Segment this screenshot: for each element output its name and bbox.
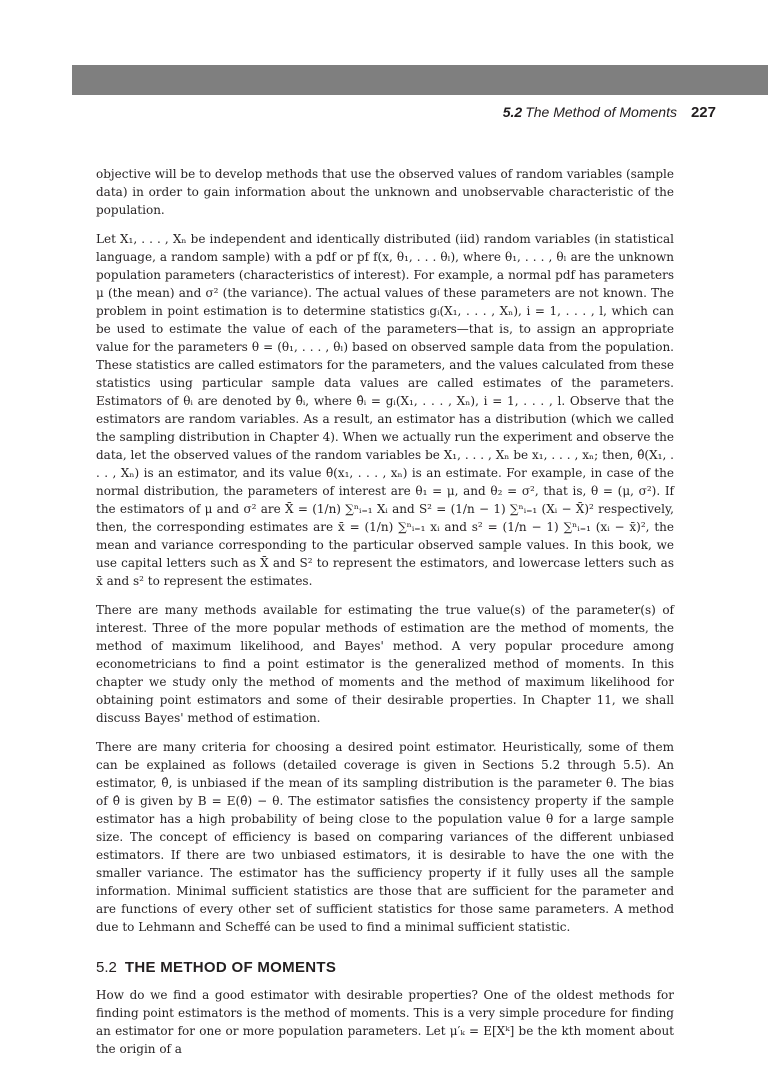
paragraph-estimator-criteria: There are many criteria for choosing a desired point estimator. Heuristically, some of them can be explained as follows (detailed coverage is given in Sections 5.2 through 5.5). An estimator, θ̂, is unbiased if the mean of its sampling distribution is the parameter θ. The bias of θ̂ is given by B = E(θ̂) − θ. The estimator satisfies the consistency property if the sample estimator has a high probability of being close to the population value θ for a large sample size. The concept of efficiency is based on comparing variances of the different unbiased estimators. If there are two unbiased estimators, it is desirable to have the one with the smaller variance. The estimator has the sufficiency property if it fully uses all the sample information. Minimal sufficient statistics are those that are sufficient for the parameter and are functions of every other set of sufficient statistics for those same parameters. A method due to Lehmann and Scheffé can be used to find a minimal sufficient statistic. [96,740,674,934]
section-heading-title: THE METHOD OF MOMENTS [124,959,337,976]
paragraph-estimation-methods: There are many methods available for estimating the true value(s) of the parameter(s) of interest. Three of the more popular methods of estimation are the method of moments, the method of maximum likelihood, and Bayes' method. A very popular procedure among econometricians to find a point estimator is the generalized method of moments. In this chapter we study only the method of moments and the method of maximum likelihood for obtaining point estimators and some of their desirable properties. In Chapter 11, we shall discuss Bayes' method of estimation. [96,603,674,725]
paragraph-point-estimation: Let X₁, . . . , Xₙ be independent and identically distributed (iid) random variables (in statistical language, a random sample) with a pdf or pf f(x, θ₁, . . . θₗ), where θ₁, . . . , θₗ are the unknown population parameters (characteristics of interest). For example, a normal pdf has parameters μ (the mean) and σ² (the variance). The actual values of these parameters are not known. The problem in point estimation is to determine statistics gᵢ(X₁, . . . , Xₙ), i = 1, . . . , l, which can be used to estimate the value of each of the parameters—that is, to assign an appropriate value for the parameters θ = (θ₁, . . . , θₗ) based on observed sample data from the population. These statistics are called estimators for the parameters, and the values calculated from these statistics using particular sample data values are called estimates of the parameters. Estimators of θᵢ are denoted by θ̂ᵢ, where θ̂ᵢ = gᵢ(X₁, . . . , Xₙ), i = 1, . . . , l. Observe that the estimators are random variables. As a result, an estimator has a distribution (which we called the sampling distribution in Chapter 4). When we actually run the experiment and observe the data, let the observed values of the random variables be X₁, . . . , Xₙ be x₁, . . . , xₙ; then, θ̂(X₁, . . . , Xₙ) is an estimator, and its value θ̂(x₁, . . . , xₙ) is an estimate. For example, in case of the normal distribution, the parameters of interest are θ₁ = μ, and θ₂ = σ², that is, θ = (μ, σ²). If the estimators of μ and σ² are X̄ = (1/n) ∑ⁿᵢ₌₁ Xᵢ and S² = (1/n − 1) ∑ⁿᵢ₌₁ (Xᵢ − X̄)² respectively, then, the corresponding estimates are x̄ = (1/n) ∑ⁿᵢ₌₁ xᵢ and s² = (1/n − 1) ∑ⁿᵢ₌₁ (xᵢ − x̄)², the mean and variance corresponding to the particular observed sample values. In this book, we use capital letters such as X̄ and S² to represent the estimators, and lowercase letters such as x̄ and s² to represent the estimates. [96,232,674,588]
running-head-section-title: The Method of Moments [525,104,677,120]
header-band [72,65,768,95]
paragraph-section-intro: How do we find a good estimator with desirable properties? One of the oldest methods for finding point estimators is the method of moments. This is a very simple procedure for finding an estimator for one or more population parameters. Let μ′ₖ = E[Xᵏ] be the kth moment about the origin of a [96,988,674,1056]
running-head [503,104,716,121]
section-heading-number: 5.2 [96,959,117,976]
paragraph-objective: objective will be to develop methods that use the observed values of random variables (sample data) in order to gain information about the unknown and unobservable characteristic of the population. [96,167,674,217]
page-number: 227 [690,104,716,121]
running-head-section-number: 5.2 [502,104,523,120]
page-body [96,165,674,1069]
section-heading [96,958,674,978]
